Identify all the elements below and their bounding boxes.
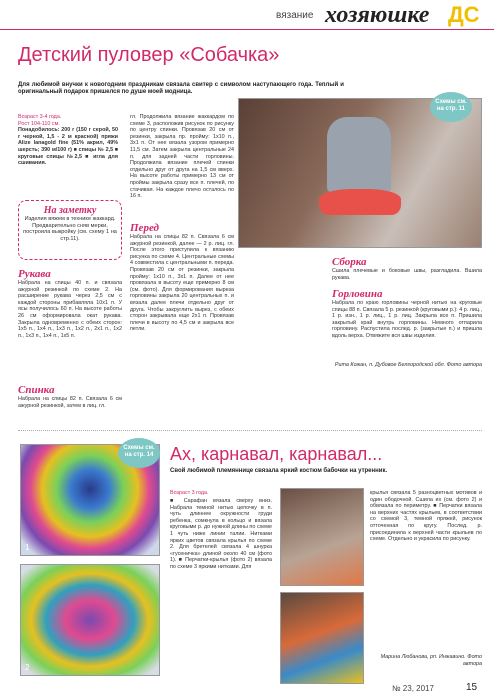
costume-photo-3 [280, 488, 364, 586]
page-header [0, 0, 494, 30]
note-text: Изделия вяжем в технике жаккард. Предварительно сняв мерки, построила выкройку (см. схему 1 на стр.11). [23, 216, 117, 242]
photo-number-1: 1 [25, 543, 30, 552]
assembly-heading: Сборка [332, 256, 367, 268]
note-heading: На заметку [43, 205, 97, 216]
materials-label: Понадобилось: [18, 127, 60, 134]
brand-ds: ДС [448, 2, 480, 27]
article-2-lead: Свой любимой племяннице связала яркий костюм бабочки на утренник. [170, 468, 388, 474]
section-divider [18, 430, 482, 431]
collar-text: Набрала по краю горловины черной нитью на круговые спицы 88 п. Связала 5 р. резинкой (круговыми р.): 4 р. лиц., 1 р. изн., 1 р. лиц., 1 р. лиц. Закрыла все п. Пришила закрытый край внутрь горловины. Немного отпарила горловину. Распустила послед. р. (закрытые п.) и пришла вдоль верха. Отвяжите вся швы изделия. [332, 300, 482, 339]
issue-number: № 23, 2017 [392, 684, 434, 693]
back-text: Набрала на спицы 82 п. Связала 6 см ажурной резинкой, затем в лиц. гл. [18, 396, 122, 409]
front-text: Набрала на спицы 82 п. Связала 6 см ажурной резинкой, далее — 2 р. лиц. гл. После этого приступила к вязанию рисунка по схеме 4. Центральные схемы 4 совместила с центральными п. переда. Провязав 20 см от резинки, закрыла пройму: 1х10 п., 3х1 п. Далее от нее провязала в высоту еще примерно 8 см (см. фото). Для формирования выреза горловины закрыла 20 центральных п. и вязала далее плечи отдельно друг от друга. Чтобы закруглить вырез, с обеих сторон закрывала еще 2х1 п. Провязав плечи в высоту по 4,5 см и закрыла все петли. [130, 234, 234, 333]
front-heading: Перед [130, 222, 160, 234]
child-figure [327, 117, 391, 193]
article-2-title: Ах, карнавал, карнавал... [170, 444, 383, 464]
sleeve-heading: Рукава [18, 268, 51, 280]
article-2-col1: ■ Сарафан вязала сверху вниз. Набрала темной нитью цепочку в п. чуть длиннее окружности груди ребенка, сомкнула в кольцо и вязала круговыми р. до нужной длины по схеме 1 чуть ниже линии талии. Нитками ярких цветов связала крылья по схеме 2. Для бретелей связала 4 шнурка «гусеничка» длиной около 40 см (фото 1). ■ Перчатки-крылья (фото 2) вязала по схеме 3 яркими нитками. Для [170, 498, 272, 570]
sleeve-section [18, 268, 122, 339]
height-text: Рост 104-110 см. [18, 120, 60, 127]
article-1-author: Рита Кожан, п. Дубовое Белгородской обл. Фото автора [334, 362, 482, 368]
section-label: вязание [276, 10, 314, 21]
article-1-lead: Для любимой внучки к новогодним праздникам связала свитер с символом наступающего года. Теплый и оригинальный подарок пришелся по душе моей модница. [18, 82, 344, 96]
specs-block [18, 114, 118, 167]
collar-heading: Горловина [332, 288, 383, 300]
age-text: Возраст 3-4 года. [18, 114, 62, 120]
skirt [319, 189, 401, 215]
article-2-age: Возраст 3 года. [170, 490, 209, 496]
sleeve-text: Набрала на спицы 40 п. и связала ажурной резинкой по схеме 2. На расширение рукава через 2,5 см с каждой стороны прибавляла 10х1 п. У ясы получилось 60 п. На высоте работы 26 см оформировала окат рукава. Закрыла одновременно с обеих сторон: 1х5 п., 1х4 п., 1х3 п., 1х2 п., 2х1 п., 1х2 п., 1х3 п., 1х4 п., 1х5 п. [18, 280, 122, 339]
article-2-author: Марина Любанова, рп. Инжавино. Фото автора [380, 654, 482, 667]
column-2-text: гл. Продолжила вязание жаккардом по схеме 3, расположив рисунок по рисунку по центру спинки. Провязав 20 см от резинки, закрыла пр. пройму: 1х10 п., 3х1 п. От нее вязала узором примерно 11,5 см. Затем закрыла центральные 24 п. для задней части горловины. Продолжила вязание плечей спинки отдельно друг от друга на 1,5 см вверх. На высоте работы примерно 13 см от проймы закрыла сразу все п. плечей, по стачивая. На каждое плечо осталось по 16 п. [130, 114, 234, 200]
note-box [18, 200, 122, 260]
page-number: 15 [466, 682, 478, 693]
brand-logo: хозяюшке [325, 2, 430, 28]
back-section [18, 384, 122, 409]
front-section [130, 222, 234, 333]
article-1-title: Детский пуловер «Собачка» [18, 44, 280, 66]
costume-photo-4 [280, 592, 364, 684]
schema-pill: Схемы см. на стр. 11 [430, 92, 472, 122]
schema-pill-2: Схемы см. на стр. 14 [118, 438, 160, 468]
collar-section [332, 288, 482, 340]
back-heading: Спинка [18, 384, 55, 396]
materials-text: 200 г (150 г серой, 50 г черной, 1,5 - 2 м красной) пряжи Alize lanagold fine (51% акрил, 49% шерсть; 390 м/100 г) ■ спицы № 2,5 ■ круговые спицы №2,5 ■ игла для сшивания. [18, 127, 118, 167]
photo-number-2: 2 [25, 663, 30, 672]
assembly-section [332, 256, 482, 281]
assembly-text: Сшила плечевые и боковые швы, разгладила. Вшила рукава. [332, 268, 482, 281]
article-2-col2: крылья связала 5 разноцветных мотивов и один ободочной. Сшила их (см. фото 2) и обвязала по периметру. ■ Перчатки вязала на верхних частях крыльев, в соответствии со схемой 3, темной пряжей, рисунок отточенная по кругу. Послед. р. присоединила к верхней части крыльев по схеме. Отдельно и украсила по рисунку. [370, 490, 482, 543]
costume-photo-2 [20, 564, 160, 676]
